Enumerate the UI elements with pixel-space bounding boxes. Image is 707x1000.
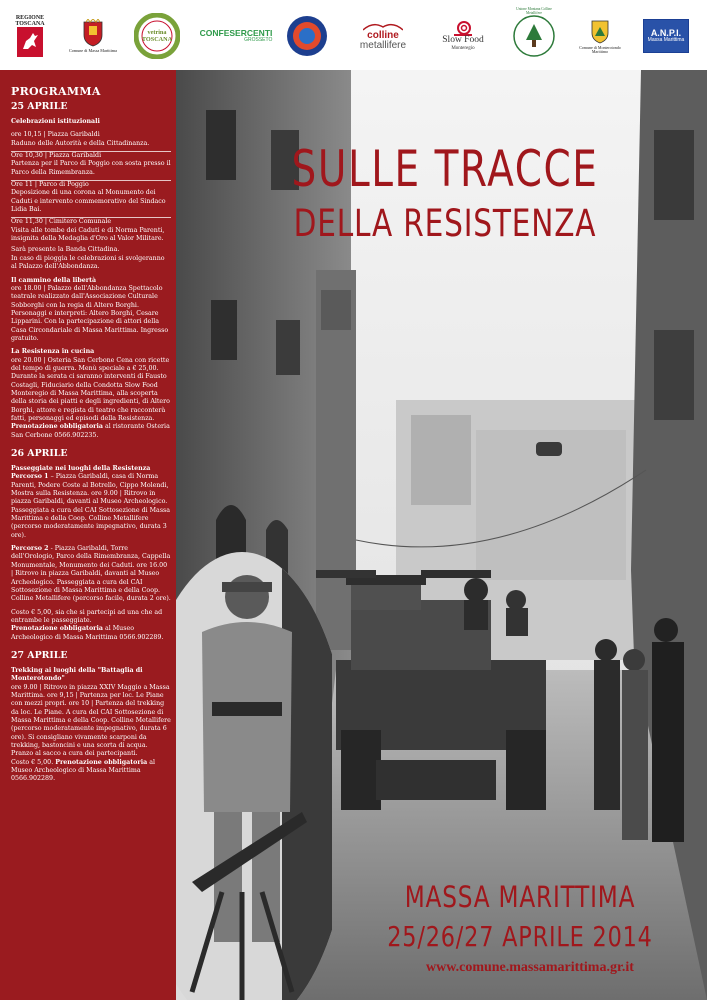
percorso-1-label: Percorso 1 [11,473,49,481]
day-27-text: ore 9.00 | Ritrovo in piazza XXIV Maggio a Massa Marittima. ore 9,15 | Partenza per loc. Le Piane con mezzi propri. ore 10 | Partenza del trekking da loc. Le Piane. A cura del CAI Sottosezione di Massa Marittima e della Coop. Colline Metallifere (percorso moderatamente impegnativo, durata 6 ore). Si consigliano vivamente scarponi da trekking, bastoncini e una scorta di acqua. Pranzo al sacco a cura dei partecipanti. [11,683,171,758]
snail-icon [452,20,474,36]
day-25-heading: 25 APRILE [11,101,68,112]
costo-27: Costo € 5,00. [11,758,54,766]
colline-label-2: metallifere [359,40,407,51]
regione-toscana-label: REGIONE TOSCANA [15,14,45,27]
program-heading: PROGRAMMA [11,85,101,98]
prenotazione-27 [11,759,171,784]
item-11: Ore 11 | Parco di Poggio [11,181,89,189]
comune-monterotondo-label: Comune di Monterotondo Marittimo [579,44,621,54]
day-26-subtitle: Passeggiate nei luoghi della Resistenza [11,465,151,473]
program-sidebar [0,70,176,1000]
day-27-heading: 27 APRILE [11,649,68,661]
slow-food-label: Slow Food [442,35,484,46]
cammino-title: Il cammino della libertà [11,276,97,284]
unione-montana-logo [508,6,560,66]
website-link[interactable]: www.comune.massamarittima.gr.it [426,960,634,975]
day-25-subtitle: Celebrazioni istituzionali [11,118,100,125]
item-1015: ore 10,15 | Piazza Garibaldi [11,131,100,139]
colline-label-1: colline [367,29,399,41]
day-27-subtitle: Trekking ai luoghi della "Battaglia di Monterotondo" [11,666,143,683]
percorso-2 [11,545,171,603]
colline-metallifere-logo [348,6,418,66]
poster-title-line1: SULLE TRACCE [291,140,599,198]
costo-26: Costo € 5,00, sia che si partecipi ad una che ad entrambe le passeggiate. [11,608,163,624]
slow-food-logo [430,6,496,66]
prenotazione-26-text: al Museo Archeologico di Massa Marittima 0566.902289. [11,625,164,641]
prenotazione-27-label: Prenotazione obbligatoria [55,758,148,766]
cucina-title: La Resistenza in cucina [11,348,95,356]
badge-icon [286,15,328,57]
percorso-1 [11,473,171,540]
cucina-text [11,357,171,440]
cucina-booking-text: al ristorante Osteria San Cerbone 0566.902235. [11,423,170,439]
confesercenti-label: CONFESERCENTI [199,27,273,38]
cucina-body: ore 20.00 | Osteria San Cerbone Cena con ricette del tempo di guerra. Menù speciale a € 25,00. Durante la serata ci saranno interventi di Fausto Costagli, Fiduciario della Condotta Slow Food Monteregio di Massa Marittima, alla scoperta della storia dei piatti e degli ingredienti, di Altero Borghi, attore e regista di teatro che racconterà fatti, personaggi ed episodi della Resistenza. [11,356,170,422]
confesercenti-sub: GROSSETO [244,36,273,43]
comune-massa-label: Comune di Massa Marittima [68,47,118,53]
crest-icon [82,19,104,47]
sponsor-logo-bar [0,0,707,70]
blue-emblem-logo [285,6,329,66]
cammino-text: ore 18.00 | Palazzo dell'Abbondanza Spettacolo teatrale realizzato dall'Associazione Culturale Sobborghi con la regia di Altero Borghi. Personaggi e interpreti: Altero Borghi, Cesare Lipparini. Con la partecipazione di attori della Casa Circondariale di Massa Marittima. Ingresso gratuito. [11,284,169,342]
vetrina-toscana-label: vetrina TOSCANA [141,29,173,43]
anpi-sub: Massa Marittima [647,37,685,44]
percorso-2-label: Percorso 2 [11,545,49,553]
crowd-figures [594,618,684,842]
item-visita: Visita alle tombe dei Caduti e di Norma Parenti, insignita della Medaglia d'Oro al Valor Militare. [11,226,165,243]
percorso-1-text: – Piazza Garibaldi, casa di Norma Parenti, Podere Coste al Botrello, Cippo Molendi, Mostra sulla Resistenza. ore 9.00 | Ritrovo in piazza Garibaldi, davanti al Museo Archeologico. Passeggiata a cura del CAI Sottosezione di Massa Marittima e della Coop. Colline Metallifere (percorso moderatamente impegnativo, durata 3 ore). [11,473,171,539]
pegasus-icon [17,27,43,57]
item-raduno: Raduno delle Autorità e della Cittadinanza. [11,139,150,147]
item-pioggia: In caso di pioggia le celebrazioni si svolgeranno al Palazzo dell'Abbondanza. [11,254,165,271]
cucina-booking-label: Prenotazione obbligatoria [11,423,103,431]
anpi-badge [643,19,689,53]
percorso-2-text: - Piazza Garibaldi, Torre dell'Orologio, Parco della Rimembranza, Cappella Monumentale, Monumento dei Caduti. ore 16.00 | Ritrovo in piazza Garibaldi, davanti al Museo Archeologico. Passeggiata a cura del CAI Sottosezione di Massa Marittima e della Coop. Colline Metallifere (percorso facile, durata 2 ore). [11,545,171,603]
item-partenza: Partenza per il Parco di Poggio con sosta presso il Parco della Rimembranza. [11,160,171,176]
vetrina-toscana-logo [132,6,182,66]
slow-food-sub: Monteregio [451,46,475,52]
item-1130: Ore 11,30 | Cimitero Comunale [11,218,112,226]
tree-emblem-icon [512,14,556,58]
item-banda: Sarà presente la Banda Cittadina. [11,246,120,254]
confesercenti-logo [199,6,273,66]
regione-toscana-logo [8,6,52,66]
day-26-heading: 26 APRILE [11,448,68,460]
program-content [11,85,171,784]
city-name: MASSA MARITTIMA [404,880,636,914]
event-dates: 25/26/27 APRILE 2014 [387,920,653,953]
hills-icon [363,21,403,31]
prenotazione-27-text: al Museo Archeologico di Massa Marittima 0566.902289. [11,758,155,783]
prenotazione-26-label: Prenotazione obbligatoria [11,625,103,633]
comune-massa-logo [68,6,118,66]
item-deposizione: Deposizione di una corona al Monumento dei Caduti e intervento commemorativo del Sindaco Lidia Bai. [11,189,166,214]
anpi-label: A.N.P.I. [650,27,682,38]
crest-monterotondo-icon [590,18,610,44]
item-1030: Ore 10,30 | Piazza Garibaldi [11,152,102,160]
poster-title-line2: DELLA RESISTENZA [293,202,597,245]
anpi-logo [640,6,692,66]
prenotazione-26 [11,625,171,642]
unione-montana-label: Unione Montana Colline Metallifere [516,7,552,15]
partisan-portrait [172,552,332,1000]
comune-monterotondo-logo [574,6,626,66]
